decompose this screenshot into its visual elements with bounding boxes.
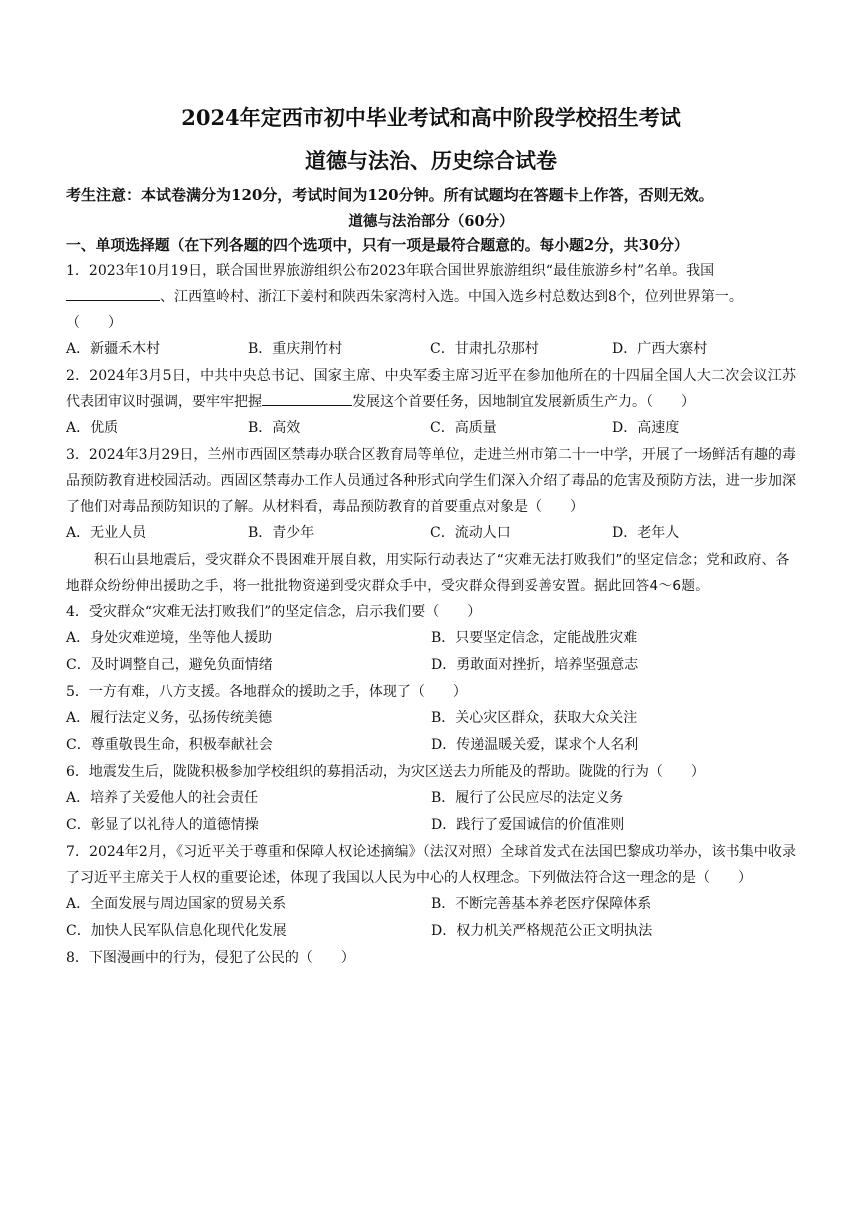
question-1-options	[66, 336, 796, 363]
option-b: B．高效	[248, 420, 301, 436]
option-a: A．优质	[66, 420, 119, 436]
question-4-options-row2	[66, 652, 796, 679]
question-1	[66, 258, 796, 336]
candidate-notice: 考生注意：本试卷满分为120分，考试时间为120分钟。所有试题均在答题卡上作答，否则无效。	[66, 186, 714, 204]
option-d: D．广西大寨村	[612, 341, 708, 357]
option-d: D．践行了爱国诚信的价值准则	[431, 817, 625, 833]
option-a: A．无业人员	[66, 525, 147, 541]
option-a: A．履行法定义务，弘扬传统美德	[66, 710, 273, 726]
question-7-options-row2	[66, 918, 796, 945]
question-6-options-row2	[66, 812, 796, 839]
question-6: 6．地震发生后，陇陇积极参加学校组织的募捐活动，为灾区送去力所能及的帮助。陇陇的行为（ ）	[66, 764, 705, 780]
part-heading: 一、单项选择题（在下列各题的四个选项中，只有一项是最符合题意的。每小题2分，共30分）	[66, 237, 689, 254]
section-title: 道德与法治部分（60分）	[348, 213, 514, 230]
question-5-options-row1	[66, 705, 796, 732]
option-d: D．权力机关严格规范公正文明执法	[431, 923, 653, 939]
question-4: 4．受灾群众“灾难无法打败我们”的坚定信念，启示我们要（ ）	[66, 604, 482, 620]
question-5: 5．一方有难，八方支援。各地群众的援助之手，体现了（ ）	[66, 684, 467, 700]
question-2-options	[66, 415, 796, 442]
question-stem: 1．2023年10月19日，联合国世界旅游组织公布2023年联合国世界旅游组织“最佳旅游乡村”名单。我国	[66, 263, 715, 279]
reading-material: 积石山县地震后，受灾群众不畏困难开展自救，用实际行动表达了“灾难无法打败我们”的坚定信念；党和政府、各地群众纷纷伸出援助之手，将一批批物资递到受灾群众手中，受灾群众得到妥善安置。据此回答4～6题。	[66, 552, 790, 594]
exam-title: 2024年定西市初中毕业考试和高中阶段学校招生考试	[181, 105, 681, 130]
fill-blank	[262, 389, 352, 406]
question-7: 7．2024年2月，《习近平关于尊重和保障人权论述摘编》（法汉对照）全球首发式在法国巴黎成功举办，该书集中收录了习近平主席关于人权的重要论述，体现了我国以人民为中心的人权理念。下列做法符合这一理念的是（ ）	[66, 844, 796, 886]
option-c: C．加快人民军队信息化现代化发展	[66, 923, 287, 939]
exam-page	[66, 100, 796, 971]
question-stem-cont: 、江西篁岭村、浙江下姜村和陕西朱家湾村入选。中国入选乡村总数达到8个，位列世界第一。	[160, 289, 743, 305]
option-a: A．新疆禾木村	[66, 341, 161, 357]
question-8: 8．下图漫画中的行为，侵犯了公民的（ ）	[66, 950, 355, 966]
question-7-options-row1	[66, 891, 796, 918]
question-4-options-row1	[66, 625, 796, 652]
question-6-options-row1	[66, 785, 796, 812]
question-3: 3．2024年3月29日，兰州市西固区禁毒办联合区教育局等单位，走进兰州市第二十一中学，开展了一场鲜活有趣的毒品预防教育进校园活动。西固区禁毒办工作人员通过各种形式向学生们深入介绍了毒品的危害及预防方法，进一步加深了他们对毒品预防知识的了解。从材料看，毒品预防教育的首要重点对象是（ ）	[66, 447, 796, 515]
question-stem-cont: 发展这个首要任务，因地制宜发展新质生产力。	[352, 394, 646, 410]
option-c: C．流动人口	[430, 525, 511, 541]
answer-paren: （ ）	[646, 394, 695, 410]
question-3-options	[66, 520, 796, 547]
option-b: B．关心灾区群众，获取大众关注	[431, 710, 638, 726]
question-2	[66, 363, 796, 415]
exam-subtitle: 道德与法治、历史综合试卷	[305, 148, 557, 173]
option-b: B．青少年	[248, 525, 315, 541]
option-d: D．传递温暖关爱，谋求个人名利	[431, 737, 639, 753]
option-b: B．只要坚定信念，定能战胜灾难	[431, 630, 638, 646]
option-a: A．全面发展与周边国家的贸易关系	[66, 896, 287, 912]
option-b: B．不断完善基本养老医疗保障体系	[431, 896, 652, 912]
option-b: B．履行了公民应尽的法定义务	[431, 790, 624, 806]
option-c: C．尊重敬畏生命，积极奉献社会	[66, 737, 273, 753]
option-a: A．身处灾难逆境，坐等他人援助	[66, 630, 273, 646]
fill-blank	[66, 284, 160, 301]
answer-paren: （ ）	[66, 315, 122, 331]
option-a: A．培养了关爱他人的社会责任	[66, 790, 259, 806]
option-d: D．高速度	[612, 420, 680, 436]
option-b: B．重庆荆竹村	[248, 341, 343, 357]
option-c: C．高质量	[430, 420, 497, 436]
option-d: D．老年人	[612, 525, 680, 541]
option-c: C．及时调整自己，避免负面情绪	[66, 657, 273, 673]
option-c: C．彰显了以礼待人的道德情操	[66, 817, 259, 833]
option-d: D．勇敢面对挫折，培养坚强意志	[431, 657, 639, 673]
question-stem: 2．2024年3月5日，中共中央总书记、国家主席、中央军委主席习近平在参加他所在的十四届全国人大二次会议江苏代表团审议时强调，要牢牢把握	[66, 368, 796, 410]
question-5-options-row2	[66, 732, 796, 759]
option-c: C．甘肃扎尕那村	[430, 341, 539, 357]
